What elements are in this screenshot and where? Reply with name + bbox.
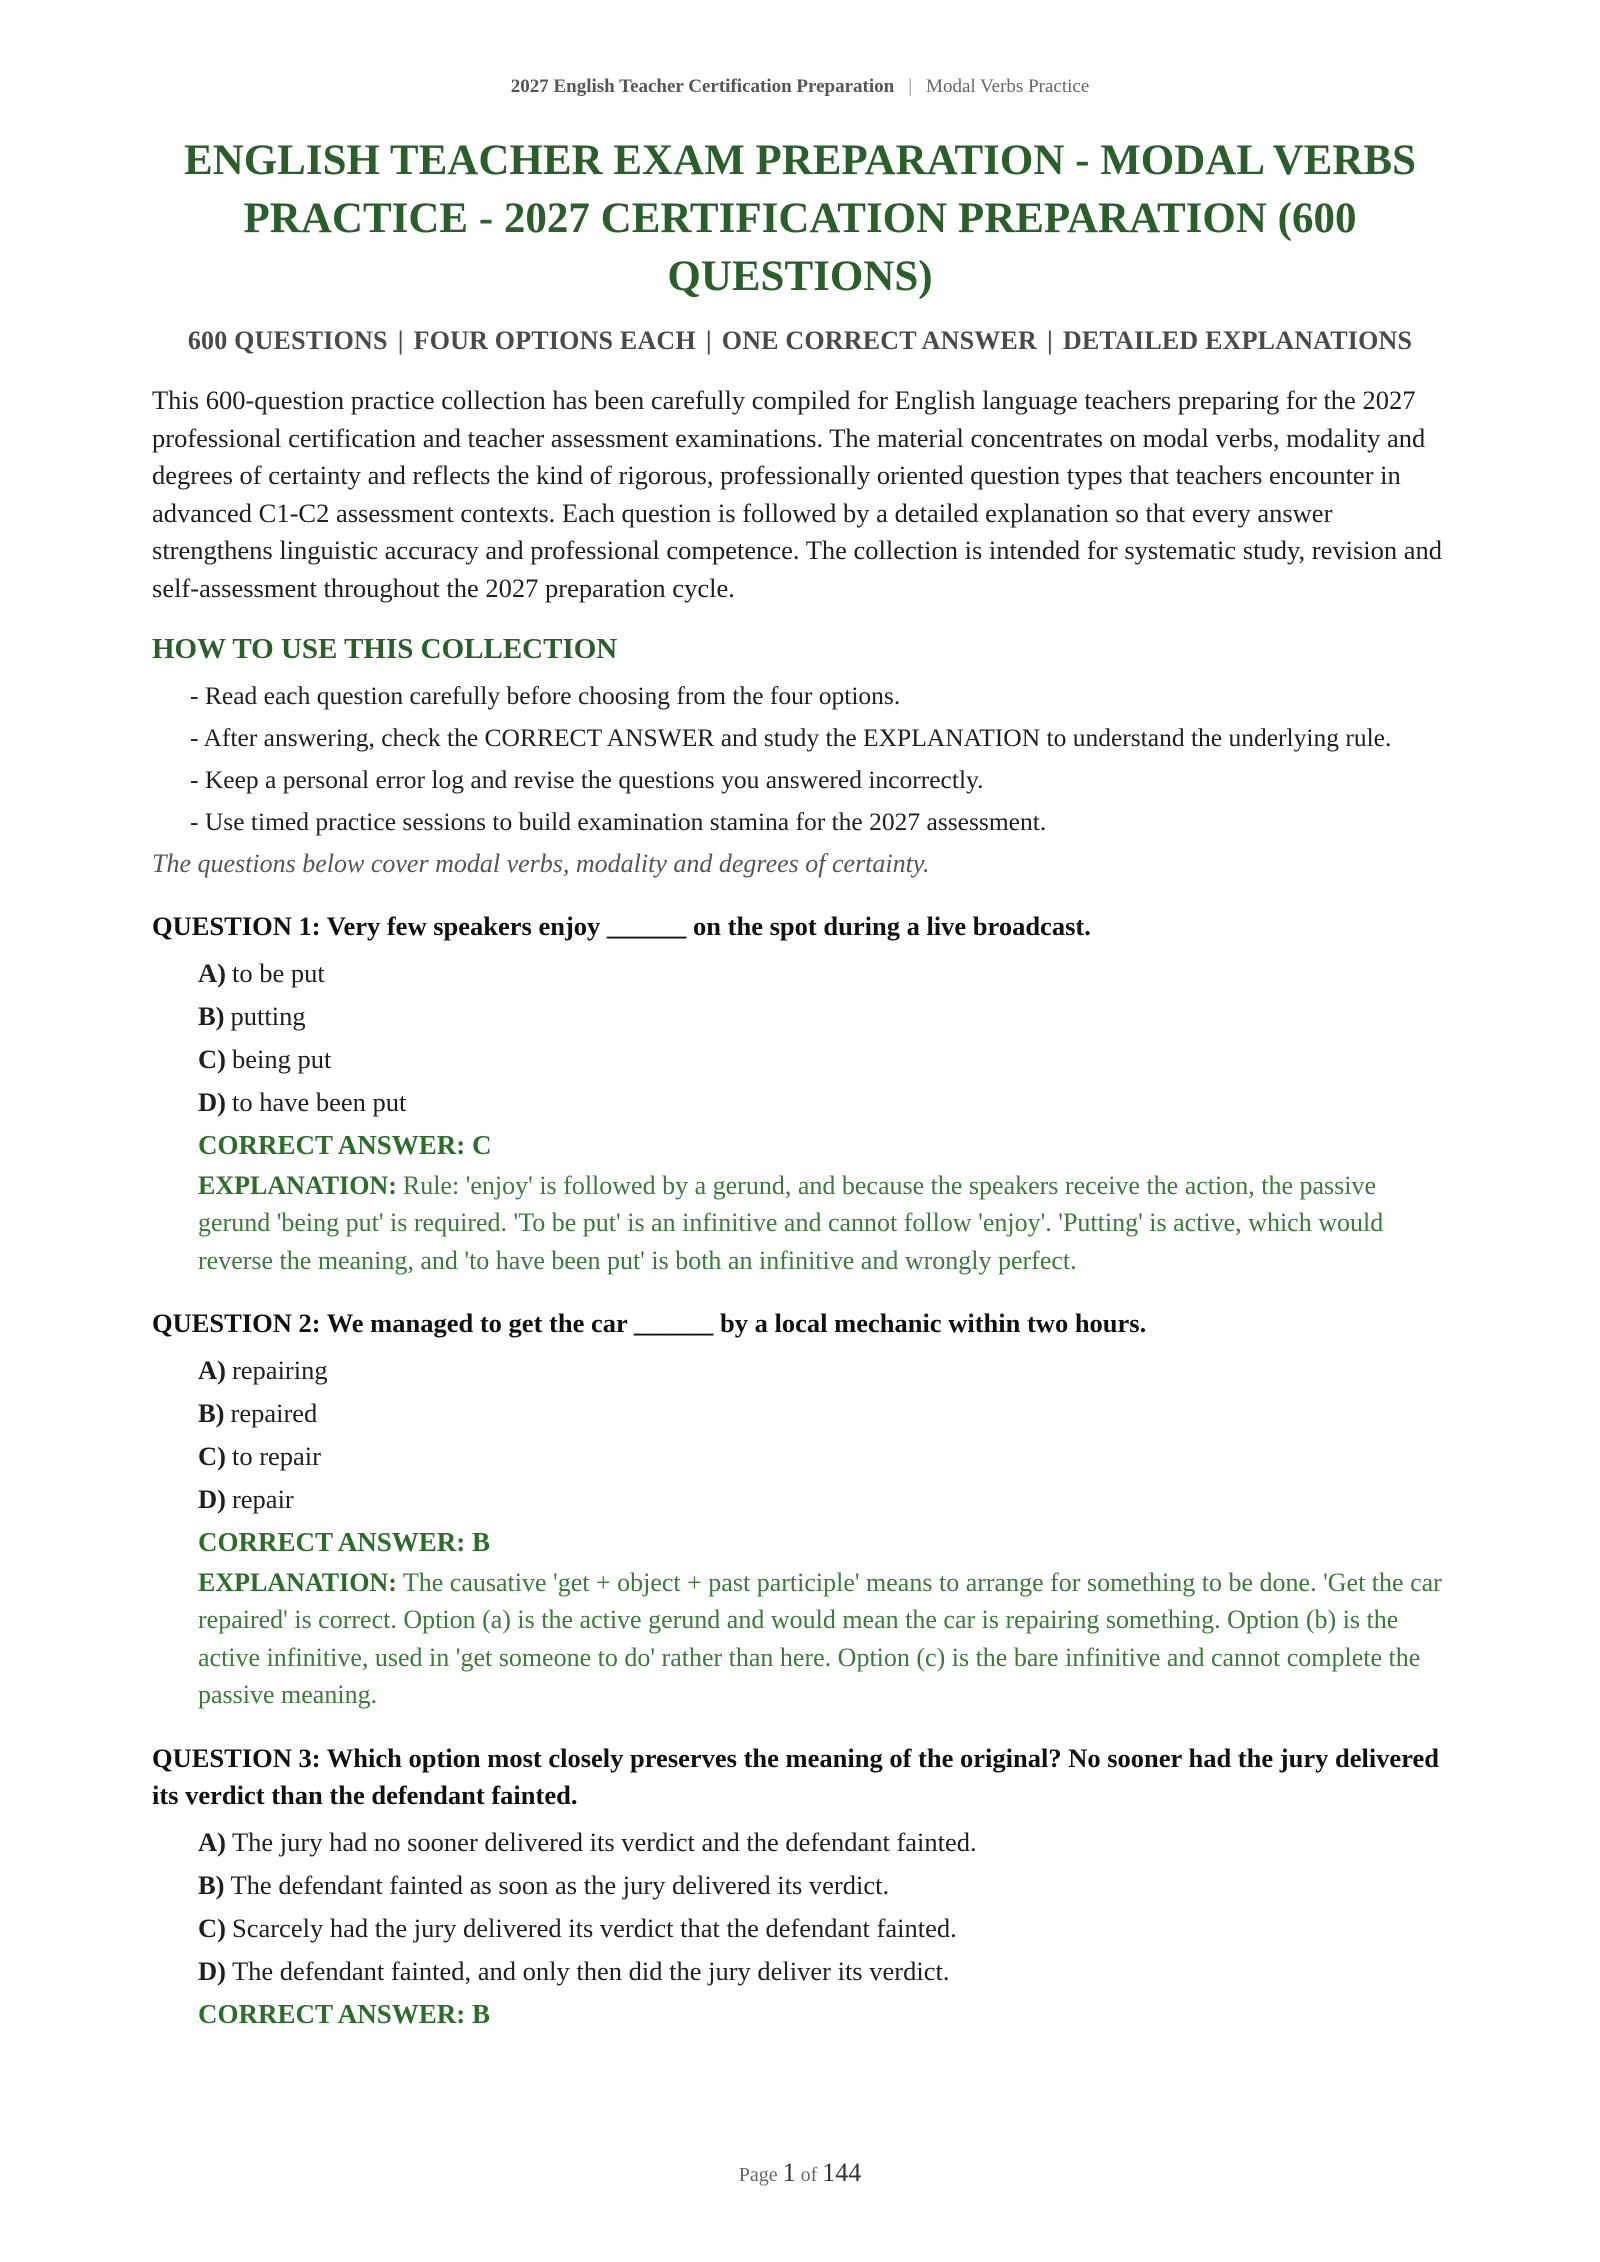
how-to-use-item: - Read each question carefully before choosing from the four options. [190, 681, 901, 710]
running-header-title: 2027 English Teacher Certification Preparation [510, 76, 895, 97]
explanation-label: EXPLANATION: [198, 1170, 397, 1200]
question-options [152, 952, 1448, 1124]
option-letter: D) [198, 1483, 226, 1514]
option-letter: B) [198, 1397, 225, 1428]
option-b [198, 1392, 1448, 1435]
subtitle-separator: | [1046, 326, 1053, 355]
question-2 [152, 1305, 1448, 1714]
option-c [198, 1907, 1448, 1950]
option-text: The defendant fainted as soon as the jury delivered its verdict. [230, 1869, 890, 1900]
page-footer [0, 2158, 1600, 2188]
how-to-use-item: - After answering, check the CORRECT ANSWER and study the EXPLANATION to understand the underlying rule. [190, 723, 1392, 752]
coverage-note: The questions below cover modal verbs, modality and degrees of certainty. [152, 849, 930, 878]
page-label: Page [738, 2164, 778, 2186]
option-text: The defendant fainted, and only then did the jury deliver its verdict. [231, 1955, 950, 1986]
option-text: being put [231, 1043, 332, 1074]
question-options [152, 1821, 1448, 1993]
option-a [198, 952, 1448, 995]
correct-answer: CORRECT ANSWER: B [198, 1998, 491, 2029]
option-letter: B) [198, 1000, 225, 1031]
page-number: 1 [782, 2158, 796, 2187]
option-letter: B) [198, 1869, 225, 1900]
option-text: to repair [231, 1440, 321, 1471]
option-letter: C) [198, 1043, 226, 1074]
option-c [198, 1435, 1448, 1478]
explanation-text: The causative 'get + object + past participle' means to arrange for something to be done. 'Get the car repaired' is correct. Option (a) is the active gerund and would mean the car is repairing something. Option (b) is the active infinitive, used in 'get someone to do' rather than here. Option (c) is the bare infinitive and cannot complete the passive meaning. [198, 1567, 1442, 1709]
correct-answer: CORRECT ANSWER: C [198, 1129, 492, 1160]
how-to-use-heading: HOW TO USE THIS COLLECTION [152, 633, 618, 665]
intro-paragraph: This 600-question practice collection has been carefully compiled for English language teachers preparing for the 2027 professional certification and teacher assessment examinations. The material concentrates on modal verbs, modality and degrees of certainty and reflects the kind of rigorous, professionally oriented question types that teachers encounter in advanced C1-C2 assessment contexts. Each question is followed by a detailed explanation so that every answer strengthens linguistic accuracy and professional competence. The collection is intended for systematic study, revision and self-assessment throughout the 2027 preparation cycle. [152, 385, 1443, 603]
option-a [198, 1821, 1448, 1864]
option-c [198, 1038, 1448, 1081]
option-d [198, 1478, 1448, 1521]
subtitle-item: ONE CORRECT ANSWER [721, 326, 1037, 355]
page-of-label: of [800, 2164, 818, 2186]
running-header-section: Modal Verbs Practice [926, 76, 1090, 97]
running-header [0, 76, 1600, 98]
question-3 [152, 1740, 1448, 2036]
document-title: ENGLISH TEACHER EXAM PREPARATION - MODAL VERBS PRACTICE - 2027 CERTIFICATION PREPARATION (600 QUESTIONS) [183, 137, 1417, 300]
question-stem: QUESTION 2: We managed to get the car ______ by a local mechanic within two hours. [152, 1308, 1147, 1338]
option-b [198, 1864, 1448, 1907]
page-content [152, 132, 1448, 2036]
option-b [198, 995, 1448, 1038]
option-d [198, 1081, 1448, 1124]
option-a [198, 1349, 1448, 1392]
option-letter: A) [198, 1826, 226, 1857]
subtitle-item: DETAILED EXPLANATIONS [1062, 326, 1413, 355]
option-letter: C) [198, 1912, 226, 1943]
option-text: The jury had no sooner delivered its verdict and the defendant fainted. [231, 1826, 977, 1857]
how-to-use-list [152, 678, 1448, 840]
subtitle-separator: | [397, 326, 404, 355]
subtitle-separator: | [705, 326, 712, 355]
how-to-use-item: - Keep a personal error log and revise the questions you answered incorrectly. [190, 765, 984, 794]
explanation [152, 1564, 1448, 1714]
question-stem: QUESTION 3: Which option most closely preserves the meaning of the original? No sooner had the jury delivered its verdict than the defendant fainted. [152, 1742, 1439, 1810]
explanation-text: Rule: 'enjoy' is followed by a gerund, and because the speakers receive the action, the passive gerund 'being put' is required. 'To be put' is an infinitive and cannot follow 'enjoy'. 'Putting' is active, which would reverse the meaning, and 'to have been put' is both an infinitive and wrongly perfect. [198, 1170, 1384, 1275]
document-subtitle [152, 326, 1448, 356]
option-text: Scarcely had the jury delivered its verdict that the defendant fainted. [231, 1912, 957, 1943]
option-letter: D) [198, 1086, 226, 1117]
option-text: repair [231, 1483, 294, 1514]
how-to-use-item: - Use timed practice sessions to build examination stamina for the 2027 assessment. [190, 807, 1047, 836]
correct-answer: CORRECT ANSWER: B [198, 1526, 491, 1557]
page-total: 144 [822, 2158, 862, 2187]
question-1 [152, 908, 1448, 1279]
option-text: repaired [230, 1397, 318, 1428]
option-text: repairing [231, 1354, 328, 1385]
option-d [198, 1950, 1448, 1993]
question-stem: QUESTION 1: Very few speakers enjoy ______ on the spot during a live broadcast. [152, 911, 1091, 941]
option-letter: C) [198, 1440, 226, 1471]
option-text: putting [230, 1000, 306, 1031]
option-letter: D) [198, 1955, 226, 1986]
subtitle-item: FOUR OPTIONS EACH [413, 326, 696, 355]
subtitle-item: 600 QUESTIONS [187, 326, 388, 355]
option-letter: A) [198, 1354, 226, 1385]
question-options [152, 1349, 1448, 1521]
option-letter: A) [198, 957, 226, 988]
option-text: to have been put [231, 1086, 407, 1117]
running-header-separator: | [908, 76, 913, 97]
explanation-label: EXPLANATION: [198, 1567, 397, 1597]
option-text: to be put [231, 957, 325, 988]
explanation [152, 1167, 1448, 1280]
